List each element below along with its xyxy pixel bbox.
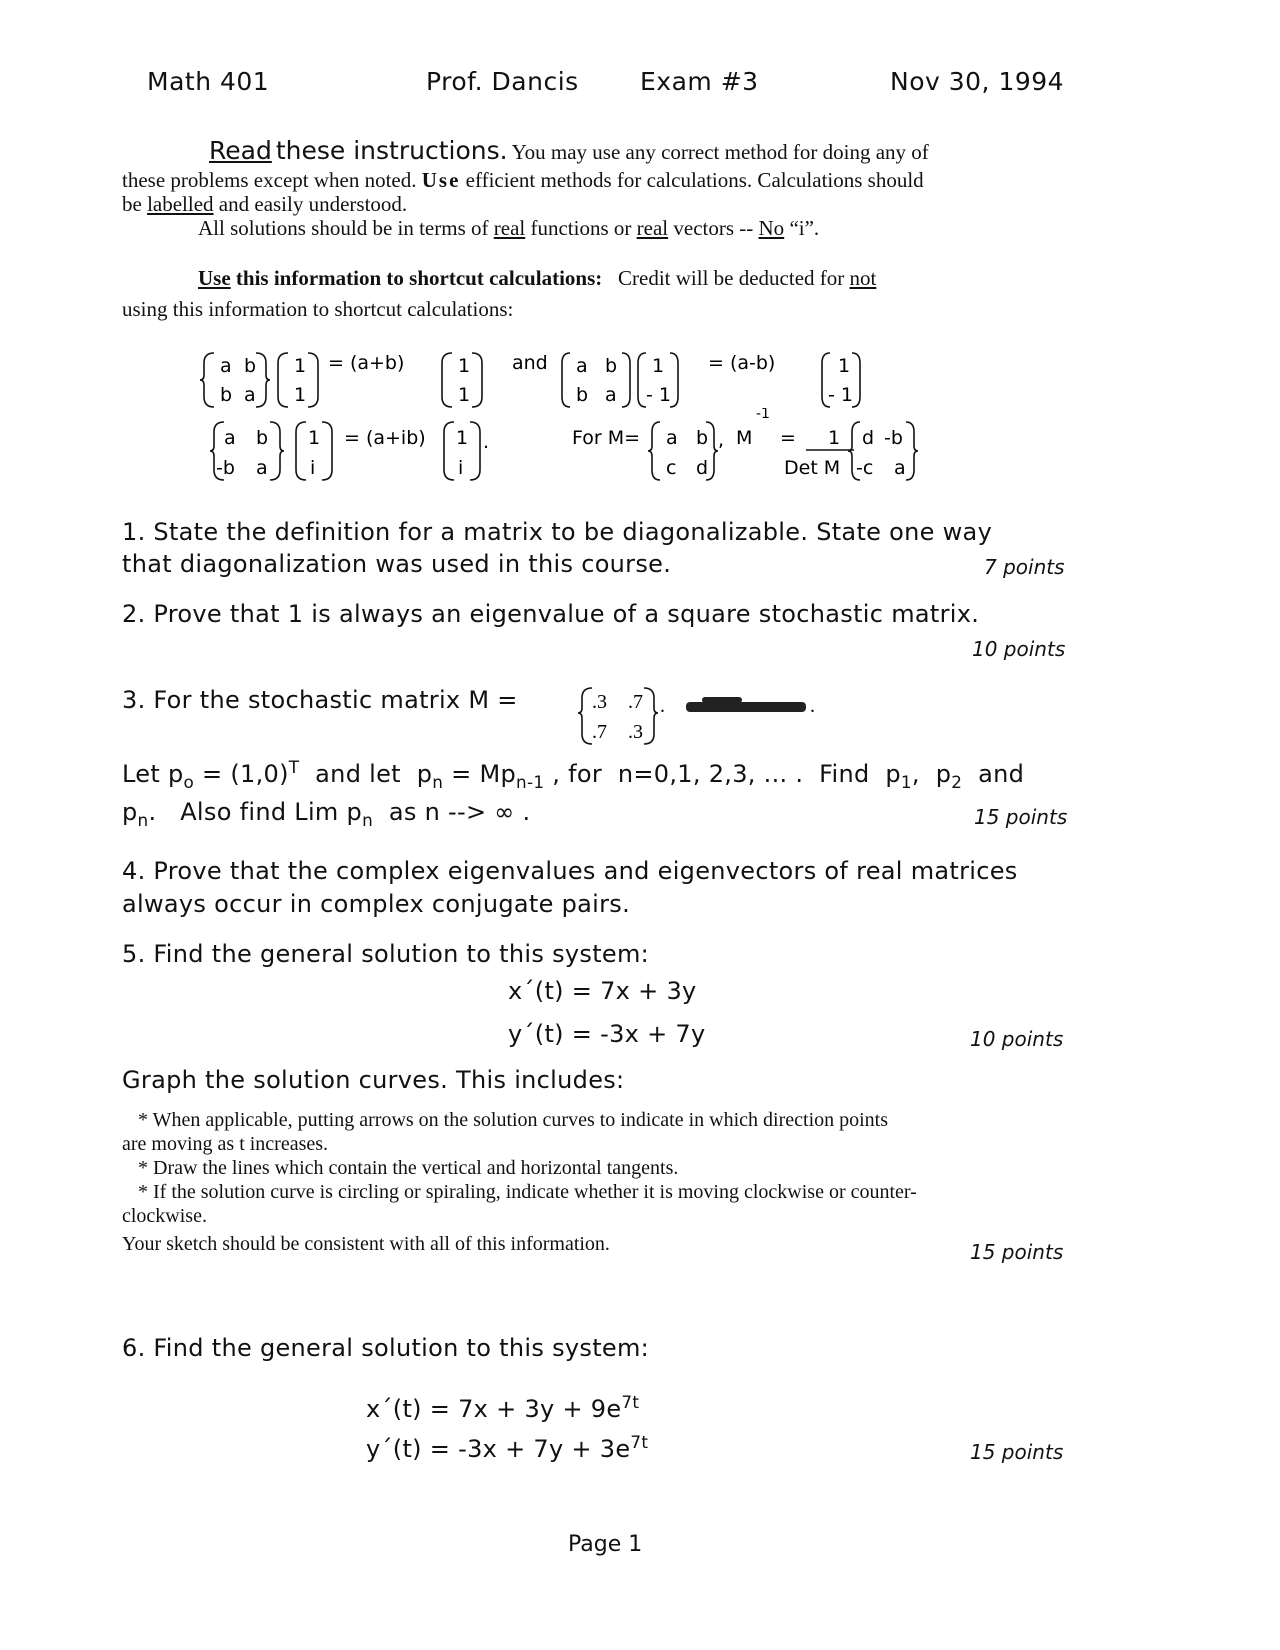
q3-limit: Also find Lim p xyxy=(180,798,363,826)
question-5-line-1: 5. Find the general solution to this system: xyxy=(122,940,650,968)
instructions-text: All solutions should be in terms of xyxy=(198,216,489,240)
f1-res-1: 1 xyxy=(458,355,471,377)
real-word: real xyxy=(636,216,669,240)
question-6-points: 15 points xyxy=(970,1440,1064,1464)
instructions-text: “i”. xyxy=(789,216,820,240)
instructions-text: be xyxy=(122,192,142,216)
f3-res-1: 1 xyxy=(456,427,469,449)
and-word: and xyxy=(512,352,548,374)
exam-number: Exam #3 xyxy=(640,67,759,96)
professor-name: Prof. Dancis xyxy=(426,67,579,96)
question-3-line-2: Let $p_o = (1,0)^T$ and let $p_n = Mp_{n-1}$ , for n=0,1, 2,3, ... . Find $p_1$, $p_2$ and xyxy=(122,757,1025,792)
frac-numerator: 1 xyxy=(828,427,841,449)
bullet-2: * Draw the lines which contain the vertical and horizontal tangents. xyxy=(138,1157,679,1179)
page-number: Page 1 xyxy=(568,1532,643,1557)
f2-mat-a: a xyxy=(576,355,588,377)
inv-mat-c: -c xyxy=(856,457,874,479)
use-word: Use xyxy=(421,168,461,192)
question-5-eq-2: y´(t) = -3x + 7y xyxy=(508,1020,706,1048)
f1-vec-1: 1 xyxy=(294,355,307,377)
q3-mat-c: .7 xyxy=(592,721,607,743)
q6-eq2-exp: 7t xyxy=(630,1432,649,1452)
m-inverse-label: M xyxy=(736,427,753,449)
question-5-eq-1: x´(t) = 7x + 3y xyxy=(508,977,697,1005)
question-6-line-1: 6. Find the general solution to this system: xyxy=(122,1334,650,1362)
m-mat-b: b xyxy=(696,427,709,449)
bullet-1b: are moving as t increases. xyxy=(122,1133,329,1155)
question-4-line-1: 4. Prove that the complex eigenvalues and eigenvectors of real matrices xyxy=(122,857,1018,885)
question-5-graph: Graph the solution curves. This includes: xyxy=(122,1066,625,1094)
f2-mat-c: b xyxy=(576,384,589,406)
question-4-line-2: always occur in complex conjugate pairs. xyxy=(122,890,630,918)
q3-let-p: Let p xyxy=(122,760,184,788)
question-2-points: 10 points xyxy=(972,637,1066,661)
exam-date: Nov 30, 1994 xyxy=(890,67,1065,96)
formula-row-1 xyxy=(200,345,920,415)
svg-text:.: . xyxy=(483,431,490,453)
instructions-text: You may use any correct method for doing any of xyxy=(511,140,929,164)
sketch-note: Your sketch should be consistent with all of this information. xyxy=(122,1233,610,1255)
f1-mat-d: a xyxy=(244,384,256,406)
redaction-mark xyxy=(686,702,806,712)
q3-mat-b: .7 xyxy=(628,691,643,713)
shortcut-text: Credit will be deducted for xyxy=(618,266,845,290)
f2-res-1: 1 xyxy=(838,355,851,377)
m-mat-d: d xyxy=(696,457,709,479)
f3-mat-d: a xyxy=(256,457,268,479)
bullet-1a: * When applicable, putting arrows on the solution curves to indicate in which direction points xyxy=(138,1109,889,1131)
q6-eq1-exp: 7t xyxy=(621,1392,640,1412)
f3-vec-1: 1 xyxy=(308,427,321,449)
f1-eq: = (a+b) xyxy=(328,352,405,374)
question-6-eq-2 xyxy=(366,1432,648,1463)
question-2-line-1: 2. Prove that 1 is always an eigenvalue of a square stochastic matrix. xyxy=(122,600,980,628)
question-3-matrix xyxy=(578,684,848,748)
m-mat-a: a xyxy=(666,427,678,449)
m-inverse-exp: -1 xyxy=(756,408,770,422)
f2-mat-d: a xyxy=(605,384,617,406)
f1-res-2: 1 xyxy=(458,384,471,406)
q6-eq1-text: x´(t) = 7x + 3y + 9e xyxy=(366,1395,622,1423)
instructions-text: vectors -- xyxy=(673,216,754,240)
inv-mat-a: d xyxy=(862,427,875,449)
q6-eq2-text: y´(t) = -3x + 7y + 3e xyxy=(366,1435,631,1463)
question-6-eq-1 xyxy=(366,1392,639,1423)
f2-res-2: - 1 xyxy=(828,384,853,406)
f1-vec-2: 1 xyxy=(294,384,307,406)
for-m-label: For M= xyxy=(572,427,641,449)
svg-text:.: . xyxy=(810,695,815,717)
instructions-heading: these instructions. xyxy=(275,136,508,165)
real-word: real xyxy=(493,216,526,240)
equals-sign: = xyxy=(780,427,796,449)
f2-vec-2: - 1 xyxy=(646,384,671,406)
question-5-points-1: 10 points xyxy=(970,1027,1064,1051)
f1-mat-a: a xyxy=(220,355,232,377)
instructions-text: functions or xyxy=(530,216,632,240)
q3-mat-d: .3 xyxy=(628,721,643,743)
instructions-text: and easily understood. xyxy=(218,192,408,216)
question-3-points: 15 points xyxy=(974,805,1068,829)
bullet-3a: * If the solution curve is circling or spiraling, indicate whether it is moving clockwise or counter- xyxy=(138,1181,917,1203)
instructions xyxy=(122,136,1107,240)
f3-mat-a: a xyxy=(224,427,236,449)
not-word: not xyxy=(849,266,877,290)
f1-mat-c: b xyxy=(220,384,233,406)
shortcut-heading: this information to shortcut calculations: xyxy=(235,266,603,290)
question-3-prefix: 3. For the stochastic matrix M = xyxy=(122,686,518,714)
course-title: Math 401 xyxy=(147,67,270,96)
instructions-text: these problems except when noted. xyxy=(122,168,417,192)
svg-text:,: , xyxy=(718,429,725,451)
formula-row-2 xyxy=(210,408,970,488)
instructions-text: efficient methods for calculations. Calculations should xyxy=(465,168,924,192)
f3-vec-2: i xyxy=(310,457,316,479)
f3-mat-b: b xyxy=(256,427,269,449)
shortcut-text: using this information to shortcut calculations: xyxy=(122,297,514,321)
labelled-word: labelled xyxy=(147,192,214,216)
f3-eq: = (a+ib) xyxy=(344,427,426,449)
inv-mat-b: -b xyxy=(884,427,903,449)
shortcut-block xyxy=(122,266,1107,322)
frac-denominator: Det M xyxy=(784,457,841,479)
question-1-points: 7 points xyxy=(984,555,1065,579)
f2-eq: = (a-b) xyxy=(708,352,776,374)
bullet-3b: clockwise. xyxy=(122,1205,207,1227)
question-3-line-3: $p_n$. Also find Lim $p_n$ as n --> ∞ . xyxy=(122,798,531,830)
question-1-line-2: that diagonalization was used in this course. xyxy=(122,550,672,578)
question-1-line-1: 1. State the definition for a matrix to be diagonalizable. State one way xyxy=(122,518,993,546)
inv-mat-d: a xyxy=(894,457,906,479)
no-word: No xyxy=(758,216,785,240)
question-5-bullets xyxy=(122,1108,917,1256)
svg-text:.: . xyxy=(660,695,665,717)
f3-mat-c: -b xyxy=(216,457,235,479)
m-mat-c: c xyxy=(666,457,677,479)
q3-mat-a: .3 xyxy=(592,691,607,713)
f2-mat-b: b xyxy=(605,355,618,377)
f2-vec-1: 1 xyxy=(652,355,665,377)
read-word: Read xyxy=(209,136,272,165)
use-word: Use xyxy=(198,266,231,290)
f1-mat-b: b xyxy=(244,355,257,377)
f3-res-2: i xyxy=(458,457,464,479)
question-5-points-2: 15 points xyxy=(970,1240,1064,1264)
